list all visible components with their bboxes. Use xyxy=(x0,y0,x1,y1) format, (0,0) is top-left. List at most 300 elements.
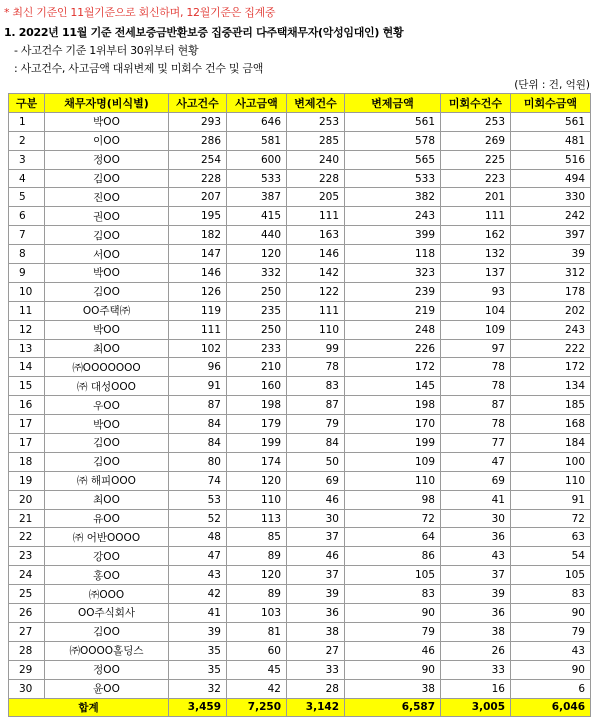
value-cell: 235 xyxy=(227,301,287,320)
value-cell: 387 xyxy=(227,188,287,207)
value-cell: 160 xyxy=(227,377,287,396)
value-cell: 233 xyxy=(227,339,287,358)
table-row xyxy=(9,660,591,679)
table-row xyxy=(9,604,591,623)
value-cell: 172 xyxy=(511,358,591,377)
value-cell: 102 xyxy=(169,339,227,358)
value-cell: 146 xyxy=(169,264,227,283)
value-cell: 97 xyxy=(441,339,511,358)
value-cell: 109 xyxy=(441,320,511,339)
value-cell: 98 xyxy=(345,490,441,509)
table-row xyxy=(9,112,591,131)
table-row xyxy=(9,490,591,509)
value-cell: 84 xyxy=(287,434,345,453)
debtor-name-cell: 윤OO xyxy=(45,679,169,698)
value-cell: 226 xyxy=(345,339,441,358)
debtor-name-cell: 박OO xyxy=(45,264,169,283)
value-cell: 222 xyxy=(511,339,591,358)
value-cell: 646 xyxy=(227,112,287,131)
value-cell: 39 xyxy=(441,585,511,604)
value-cell: 162 xyxy=(441,226,511,245)
table-row xyxy=(9,509,591,528)
value-cell: 91 xyxy=(511,490,591,509)
value-cell: 399 xyxy=(345,226,441,245)
value-cell: 195 xyxy=(169,207,227,226)
value-cell: 38 xyxy=(441,622,511,641)
debtor-name-cell: 김OO xyxy=(45,434,169,453)
table-row xyxy=(9,226,591,245)
debtor-name-cell: 김OO xyxy=(45,282,169,301)
value-cell: 110 xyxy=(345,471,441,490)
table-row xyxy=(9,396,591,415)
value-cell: 147 xyxy=(169,245,227,264)
rank-cell: 29 xyxy=(9,660,45,679)
value-cell: 243 xyxy=(345,207,441,226)
rank-cell: 7 xyxy=(9,226,45,245)
value-cell: 72 xyxy=(511,509,591,528)
table-row xyxy=(9,131,591,150)
value-cell: 60 xyxy=(227,641,287,660)
table-body xyxy=(9,112,591,698)
debtor-name-cell: 최OO xyxy=(45,339,169,358)
value-cell: 119 xyxy=(169,301,227,320)
value-cell: 202 xyxy=(511,301,591,320)
value-cell: 111 xyxy=(169,320,227,339)
table-row xyxy=(9,415,591,434)
debtor-name-cell: 이OO xyxy=(45,131,169,150)
debtor-table xyxy=(8,93,591,717)
value-cell: 198 xyxy=(345,396,441,415)
value-cell: 581 xyxy=(227,131,287,150)
value-cell: 43 xyxy=(169,566,227,585)
value-cell: 494 xyxy=(511,169,591,188)
debtor-name-cell: 김OO xyxy=(45,226,169,245)
rank-cell: 12 xyxy=(9,320,45,339)
value-cell: 253 xyxy=(441,112,511,131)
value-cell: 174 xyxy=(227,452,287,471)
value-cell: 207 xyxy=(169,188,227,207)
value-cell: 170 xyxy=(345,415,441,434)
debtor-name-cell: 박OO xyxy=(45,320,169,339)
value-cell: 93 xyxy=(441,282,511,301)
value-cell: 64 xyxy=(345,528,441,547)
header-cell: 미회수건수 xyxy=(441,94,511,113)
debtor-name-cell: 정OO xyxy=(45,660,169,679)
value-cell: 33 xyxy=(287,660,345,679)
value-cell: 228 xyxy=(287,169,345,188)
value-cell: 134 xyxy=(511,377,591,396)
value-cell: 111 xyxy=(287,207,345,226)
value-cell: 242 xyxy=(511,207,591,226)
value-cell: 81 xyxy=(227,622,287,641)
subtitle-criteria: - 사고건수 기준 1위부터 30위부터 현황 xyxy=(14,44,199,57)
rank-cell: 11 xyxy=(9,301,45,320)
value-cell: 240 xyxy=(287,150,345,169)
value-cell: 74 xyxy=(169,471,227,490)
debtor-name-cell: ㈜OOOO홀딩스 xyxy=(45,641,169,660)
header-cell: 변제건수 xyxy=(287,94,345,113)
table-header-row xyxy=(9,94,591,113)
rank-cell: 15 xyxy=(9,377,45,396)
rank-cell: 28 xyxy=(9,641,45,660)
value-cell: 109 xyxy=(345,452,441,471)
table-row xyxy=(9,207,591,226)
value-cell: 323 xyxy=(345,264,441,283)
value-cell: 37 xyxy=(287,566,345,585)
value-cell: 132 xyxy=(441,245,511,264)
value-cell: 185 xyxy=(511,396,591,415)
value-cell: 39 xyxy=(511,245,591,264)
value-cell: 96 xyxy=(169,358,227,377)
total-cell: 3,459 xyxy=(169,698,227,717)
value-cell: 26 xyxy=(441,641,511,660)
table-row xyxy=(9,282,591,301)
value-cell: 84 xyxy=(169,434,227,453)
value-cell: 41 xyxy=(441,490,511,509)
value-cell: 561 xyxy=(345,112,441,131)
value-cell: 39 xyxy=(169,622,227,641)
value-cell: 105 xyxy=(511,566,591,585)
document-title: 1. 2022년 11월 기준 전세보증금반환보증 집중관리 다주택채무자(악성임대인) 현황 xyxy=(4,26,404,39)
rank-cell: 22 xyxy=(9,528,45,547)
value-cell: 415 xyxy=(227,207,287,226)
debtor-name-cell: 김OO xyxy=(45,169,169,188)
value-cell: 600 xyxy=(227,150,287,169)
value-cell: 69 xyxy=(441,471,511,490)
value-cell: 578 xyxy=(345,131,441,150)
value-cell: 205 xyxy=(287,188,345,207)
debtor-name-cell: 김OO xyxy=(45,622,169,641)
value-cell: 120 xyxy=(227,471,287,490)
value-cell: 120 xyxy=(227,245,287,264)
value-cell: 28 xyxy=(287,679,345,698)
value-cell: 332 xyxy=(227,264,287,283)
value-cell: 210 xyxy=(227,358,287,377)
value-cell: 163 xyxy=(287,226,345,245)
value-cell: 78 xyxy=(287,358,345,377)
total-cell: 3,142 xyxy=(287,698,345,717)
value-cell: 105 xyxy=(345,566,441,585)
rank-cell: 3 xyxy=(9,150,45,169)
value-cell: 63 xyxy=(511,528,591,547)
table-row xyxy=(9,622,591,641)
table-row xyxy=(9,566,591,585)
value-cell: 199 xyxy=(345,434,441,453)
value-cell: 79 xyxy=(345,622,441,641)
value-cell: 78 xyxy=(441,377,511,396)
value-cell: 142 xyxy=(287,264,345,283)
value-cell: 42 xyxy=(227,679,287,698)
value-cell: 126 xyxy=(169,282,227,301)
value-cell: 122 xyxy=(287,282,345,301)
value-cell: 38 xyxy=(345,679,441,698)
value-cell: 84 xyxy=(169,415,227,434)
debtor-name-cell: ㈜ 어반OOOO xyxy=(45,528,169,547)
value-cell: 45 xyxy=(227,660,287,679)
rank-cell: 17 xyxy=(9,415,45,434)
value-cell: 47 xyxy=(441,452,511,471)
value-cell: 83 xyxy=(511,585,591,604)
value-cell: 110 xyxy=(511,471,591,490)
value-cell: 36 xyxy=(287,604,345,623)
value-cell: 99 xyxy=(287,339,345,358)
value-cell: 35 xyxy=(169,641,227,660)
value-cell: 225 xyxy=(441,150,511,169)
value-cell: 382 xyxy=(345,188,441,207)
value-cell: 47 xyxy=(169,547,227,566)
value-cell: 239 xyxy=(345,282,441,301)
value-cell: 6 xyxy=(511,679,591,698)
value-cell: 172 xyxy=(345,358,441,377)
table-row xyxy=(9,377,591,396)
value-cell: 30 xyxy=(287,509,345,528)
rank-cell: 20 xyxy=(9,490,45,509)
debtor-name-cell: 최OO xyxy=(45,490,169,509)
value-cell: 87 xyxy=(441,396,511,415)
value-cell: 219 xyxy=(345,301,441,320)
value-cell: 79 xyxy=(511,622,591,641)
value-cell: 16 xyxy=(441,679,511,698)
value-cell: 85 xyxy=(227,528,287,547)
value-cell: 54 xyxy=(511,547,591,566)
value-cell: 137 xyxy=(441,264,511,283)
subtitle-items: : 사고건수, 사고금액 대위변제 및 미회수 건수 및 금액 xyxy=(14,62,264,75)
debtor-name-cell: 서OO xyxy=(45,245,169,264)
rank-cell: 2 xyxy=(9,131,45,150)
value-cell: 39 xyxy=(287,585,345,604)
value-cell: 285 xyxy=(287,131,345,150)
value-cell: 250 xyxy=(227,282,287,301)
value-cell: 48 xyxy=(169,528,227,547)
value-cell: 199 xyxy=(227,434,287,453)
value-cell: 481 xyxy=(511,131,591,150)
debtor-name-cell: 강OO xyxy=(45,547,169,566)
header-cell: 사고금액 xyxy=(227,94,287,113)
total-cell: 6,046 xyxy=(511,698,591,717)
rank-cell: 23 xyxy=(9,547,45,566)
value-cell: 254 xyxy=(169,150,227,169)
header-cell: 미회수금액 xyxy=(511,94,591,113)
value-cell: 36 xyxy=(441,528,511,547)
table-row xyxy=(9,641,591,660)
rank-cell: 13 xyxy=(9,339,45,358)
rank-cell: 24 xyxy=(9,566,45,585)
value-cell: 83 xyxy=(345,585,441,604)
value-cell: 269 xyxy=(441,131,511,150)
table-row xyxy=(9,301,591,320)
value-cell: 533 xyxy=(345,169,441,188)
total-cell: 7,250 xyxy=(227,698,287,717)
value-cell: 46 xyxy=(287,490,345,509)
value-cell: 312 xyxy=(511,264,591,283)
value-cell: 91 xyxy=(169,377,227,396)
rank-cell: 6 xyxy=(9,207,45,226)
unit-label: (단위 : 건, 억원) xyxy=(514,79,590,91)
value-cell: 43 xyxy=(511,641,591,660)
value-cell: 89 xyxy=(227,585,287,604)
rank-cell: 26 xyxy=(9,604,45,623)
value-cell: 103 xyxy=(227,604,287,623)
rank-cell: 30 xyxy=(9,679,45,698)
value-cell: 35 xyxy=(169,660,227,679)
value-cell: 248 xyxy=(345,320,441,339)
rank-cell: 5 xyxy=(9,188,45,207)
table-row xyxy=(9,150,591,169)
value-cell: 78 xyxy=(441,358,511,377)
value-cell: 243 xyxy=(511,320,591,339)
value-cell: 32 xyxy=(169,679,227,698)
value-cell: 253 xyxy=(287,112,345,131)
value-cell: 46 xyxy=(345,641,441,660)
value-cell: 50 xyxy=(287,452,345,471)
table-row xyxy=(9,169,591,188)
value-cell: 89 xyxy=(227,547,287,566)
value-cell: 228 xyxy=(169,169,227,188)
value-cell: 120 xyxy=(227,566,287,585)
rank-cell: 17 xyxy=(9,434,45,453)
rank-cell: 16 xyxy=(9,396,45,415)
debtor-name-cell: 진OO xyxy=(45,188,169,207)
header-cell: 사고건수 xyxy=(169,94,227,113)
debtor-name-cell: OO주식회사 xyxy=(45,604,169,623)
rank-cell: 8 xyxy=(9,245,45,264)
value-cell: 561 xyxy=(511,112,591,131)
value-cell: 250 xyxy=(227,320,287,339)
debtor-name-cell: 박OO xyxy=(45,112,169,131)
value-cell: 41 xyxy=(169,604,227,623)
note-red-text: * 최신 기준인 11월기준으로 회신하며, 12월기준은 집계중 xyxy=(4,6,276,19)
value-cell: 113 xyxy=(227,509,287,528)
value-cell: 184 xyxy=(511,434,591,453)
value-cell: 565 xyxy=(345,150,441,169)
table-row xyxy=(9,358,591,377)
value-cell: 43 xyxy=(441,547,511,566)
rank-cell: 4 xyxy=(9,169,45,188)
value-cell: 118 xyxy=(345,245,441,264)
table-row xyxy=(9,452,591,471)
value-cell: 90 xyxy=(511,660,591,679)
debtor-name-cell: ㈜ 대성OOO xyxy=(45,377,169,396)
rank-cell: 19 xyxy=(9,471,45,490)
value-cell: 178 xyxy=(511,282,591,301)
value-cell: 80 xyxy=(169,452,227,471)
value-cell: 27 xyxy=(287,641,345,660)
header-cell: 구분 xyxy=(9,94,45,113)
value-cell: 440 xyxy=(227,226,287,245)
table-row xyxy=(9,339,591,358)
value-cell: 53 xyxy=(169,490,227,509)
value-cell: 37 xyxy=(441,566,511,585)
value-cell: 42 xyxy=(169,585,227,604)
debtor-name-cell: 홍OO xyxy=(45,566,169,585)
debtor-name-cell: ㈜ 해피OOO xyxy=(45,471,169,490)
rank-cell: 18 xyxy=(9,452,45,471)
table-row xyxy=(9,679,591,698)
table-row xyxy=(9,264,591,283)
value-cell: 83 xyxy=(287,377,345,396)
value-cell: 110 xyxy=(287,320,345,339)
value-cell: 397 xyxy=(511,226,591,245)
debtor-name-cell: 유OO xyxy=(45,509,169,528)
rank-cell: 25 xyxy=(9,585,45,604)
value-cell: 46 xyxy=(287,547,345,566)
value-cell: 90 xyxy=(511,604,591,623)
value-cell: 77 xyxy=(441,434,511,453)
total-cell: 3,005 xyxy=(441,698,511,717)
total-label: 합계 xyxy=(9,698,169,717)
value-cell: 37 xyxy=(287,528,345,547)
value-cell: 198 xyxy=(227,396,287,415)
value-cell: 90 xyxy=(345,604,441,623)
value-cell: 87 xyxy=(287,396,345,415)
value-cell: 179 xyxy=(227,415,287,434)
value-cell: 38 xyxy=(287,622,345,641)
value-cell: 223 xyxy=(441,169,511,188)
value-cell: 87 xyxy=(169,396,227,415)
table-row xyxy=(9,585,591,604)
table-row xyxy=(9,320,591,339)
value-cell: 146 xyxy=(287,245,345,264)
rank-cell: 9 xyxy=(9,264,45,283)
value-cell: 182 xyxy=(169,226,227,245)
value-cell: 78 xyxy=(441,415,511,434)
value-cell: 533 xyxy=(227,169,287,188)
value-cell: 201 xyxy=(441,188,511,207)
value-cell: 111 xyxy=(441,207,511,226)
value-cell: 330 xyxy=(511,188,591,207)
value-cell: 36 xyxy=(441,604,511,623)
total-cell: 6,587 xyxy=(345,698,441,717)
value-cell: 100 xyxy=(511,452,591,471)
value-cell: 69 xyxy=(287,471,345,490)
header-cell: 변제금액 xyxy=(345,94,441,113)
value-cell: 90 xyxy=(345,660,441,679)
value-cell: 111 xyxy=(287,301,345,320)
rank-cell: 10 xyxy=(9,282,45,301)
debtor-name-cell: 박OO xyxy=(45,415,169,434)
debtor-name-cell: 우OO xyxy=(45,396,169,415)
value-cell: 516 xyxy=(511,150,591,169)
value-cell: 33 xyxy=(441,660,511,679)
value-cell: 79 xyxy=(287,415,345,434)
table-row xyxy=(9,188,591,207)
total-row xyxy=(9,698,591,717)
table-row xyxy=(9,245,591,264)
value-cell: 30 xyxy=(441,509,511,528)
value-cell: 293 xyxy=(169,112,227,131)
rank-cell: 27 xyxy=(9,622,45,641)
table-row xyxy=(9,471,591,490)
value-cell: 286 xyxy=(169,131,227,150)
rank-cell: 21 xyxy=(9,509,45,528)
value-cell: 52 xyxy=(169,509,227,528)
debtor-name-cell: OO주택㈜ xyxy=(45,301,169,320)
value-cell: 145 xyxy=(345,377,441,396)
rank-cell: 14 xyxy=(9,358,45,377)
table-row xyxy=(9,434,591,453)
value-cell: 86 xyxy=(345,547,441,566)
value-cell: 168 xyxy=(511,415,591,434)
value-cell: 104 xyxy=(441,301,511,320)
rank-cell: 1 xyxy=(9,112,45,131)
debtor-name-cell: 정OO xyxy=(45,150,169,169)
table-row xyxy=(9,528,591,547)
debtor-name-cell: 권OO xyxy=(45,207,169,226)
debtor-name-cell: ㈜OOOOOOO xyxy=(45,358,169,377)
table-row xyxy=(9,547,591,566)
value-cell: 72 xyxy=(345,509,441,528)
value-cell: 110 xyxy=(227,490,287,509)
